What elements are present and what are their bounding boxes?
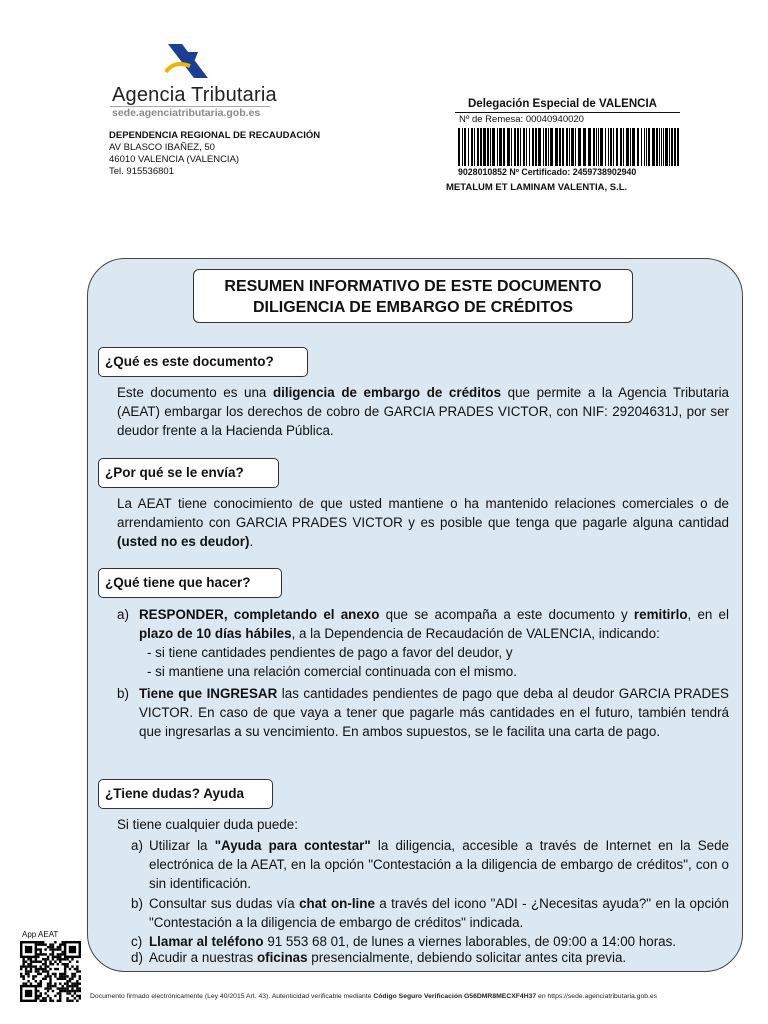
text-span: Documento firmado electrónicamente (Ley 40/2015 Art. 43). Autenticidad verificable mediante bbox=[90, 993, 374, 1000]
text-span: Este documento es una bbox=[117, 385, 273, 400]
recipient-company: METALUM ET LAMINAM VALENTIA, S.L. bbox=[446, 182, 628, 193]
agency-logo-icon bbox=[164, 42, 212, 82]
text-bold: Llamar al teléfono bbox=[149, 934, 264, 949]
text-span: las cantidades pendientes de pago que deba al deudor GARCIA PRADES VICTOR. En caso de que vaya a tener que pagarle más cantidades en el futuro, también tendrá que ingresarlas a su vencimiento. En ambos supuestos, se le facilita una carta de pago. bbox=[139, 686, 729, 739]
section-heading-help: ¿Tiene dudas? Ayuda bbox=[98, 779, 273, 809]
address-line-1: AV BLASCO IBAÑEZ, 50 bbox=[109, 142, 215, 153]
office-address bbox=[109, 130, 320, 178]
certificate-number: 9028010852 Nº Certificado: 2459738902940 bbox=[458, 167, 637, 177]
app-label: App AEAT bbox=[22, 930, 59, 939]
text-bold: RESPONDER, completando el anexo bbox=[139, 607, 380, 622]
text-span: Utilizar la bbox=[149, 838, 215, 853]
text-bold: chat on-line bbox=[299, 896, 375, 911]
summary-title bbox=[193, 269, 633, 323]
section-text-why bbox=[117, 494, 729, 551]
summary-title-line-2: DILIGENCIA DE EMBARGO DE CRÉDITOS bbox=[252, 299, 574, 316]
todo-item-a bbox=[139, 605, 729, 643]
text-bold: "Ayuda para contestar" bbox=[214, 838, 371, 853]
text-span: , a la Dependencia de Recaudación de VALENCIA, indicando: bbox=[291, 626, 660, 641]
text-span: , en el bbox=[687, 607, 729, 622]
help-list bbox=[117, 815, 729, 965]
text-span: la diligencia, accesible a través de Internet en la Sede electrónica de la AEAT, en la opción "Contestación a la diligencia de embargo de créditos", con o sin identificación. bbox=[149, 838, 730, 891]
text-span: que permite a la Agencia Tributaria (AEAT) embargar los derechos de cobro de GARCIA PRADES VICTOR, con NIF: 29204631J, por ser deudor frente a la Hacienda Pública. bbox=[117, 385, 729, 438]
todo-subitem-2: - si mantiene una relación comercial continuada con el mismo. bbox=[147, 664, 517, 679]
delegation-divider bbox=[455, 112, 680, 113]
list-label: d) bbox=[131, 950, 143, 965]
section-text-what bbox=[117, 383, 729, 440]
office-name: DEPENDENCIA REGIONAL DE RECAUDACIÓN bbox=[109, 130, 321, 141]
address-line-2: 46010 VALENCIA (VALENCIA) bbox=[109, 154, 240, 165]
help-intro: Si tiene cualquier duda puede: bbox=[117, 817, 298, 832]
text-span: que se acompaña a este documento y bbox=[379, 607, 634, 622]
text-span: 91 553 68 01, de lunes a viernes laborables, de 09:00 a 14:00 horas. bbox=[263, 934, 677, 949]
todo-subitem-1: - si tiene cantidades pendientes de pago a favor del deudor, y bbox=[147, 645, 513, 660]
footer-signature-note bbox=[90, 993, 657, 1000]
text-bold: diligencia de embargo de créditos bbox=[272, 385, 502, 400]
text-bold: oficinas bbox=[256, 950, 308, 965]
list-label: b) bbox=[131, 896, 143, 911]
office-phone: Tel. 915536801 bbox=[109, 166, 174, 177]
logo-site: sede.agenciatributaria.gob.es bbox=[112, 107, 261, 119]
summary-title-line-1: RESUMEN INFORMATIVO DE ESTE DOCUMENTO bbox=[224, 278, 602, 295]
list-label: c) bbox=[131, 934, 143, 949]
text-span: La AEAT tiene conocimiento de que usted mantiene o ha mantenido relaciones comerciales o de arrendamiento con GARCIA PRADES VICTOR y es posible que tenga que pagarle alguna cantidad bbox=[117, 496, 729, 530]
text-bold: plazo de 10 días hábiles bbox=[139, 626, 292, 641]
section-heading-what: ¿Qué es este documento? bbox=[98, 347, 308, 377]
verification-code: Código Seguro Verificación G56DMR8MECXF4H37 bbox=[373, 993, 537, 1000]
qr-code-image bbox=[20, 941, 81, 1002]
text-span: a través del icono "ADI - ¿Necesitas ayuda?" en la opción "Contestación a la diligencia de embargo de créditos" indicada. bbox=[149, 896, 730, 930]
list-label: b) bbox=[117, 686, 129, 701]
agency-logo bbox=[104, 42, 277, 119]
text-span: Consultar sus dudas vía bbox=[149, 896, 300, 911]
list-label: a) bbox=[117, 607, 129, 622]
remesa-number: Nº de Remesa: 00040940020 bbox=[459, 114, 584, 125]
text-span: presencialmente, debiendo solicitar antes cita previa. bbox=[307, 950, 627, 965]
text-bold: remitirlo bbox=[633, 607, 688, 622]
delegation-title: Delegación Especial de VALENCIA bbox=[468, 98, 657, 110]
text-bold: (usted no es deudor) bbox=[117, 534, 250, 549]
help-item-a bbox=[149, 836, 729, 893]
todo-list bbox=[117, 605, 729, 765]
text-span: en https://sede.agenciatributaria.gob.es bbox=[536, 993, 658, 1000]
todo-item-b bbox=[139, 684, 729, 741]
text-bold: Tiene que INGRESAR bbox=[139, 686, 278, 701]
section-heading-todo: ¿Qué tiene que hacer? bbox=[98, 568, 282, 598]
help-item-b bbox=[149, 894, 729, 932]
help-item-d bbox=[149, 948, 729, 967]
text-span: . bbox=[249, 534, 254, 549]
text-span: Acudir a nuestras bbox=[149, 950, 257, 965]
logo-text: Agencia Tributaria bbox=[112, 84, 277, 106]
barcode-image bbox=[456, 128, 682, 166]
list-label: a) bbox=[131, 838, 143, 853]
section-heading-why: ¿Por qué se le envía? bbox=[98, 458, 279, 488]
